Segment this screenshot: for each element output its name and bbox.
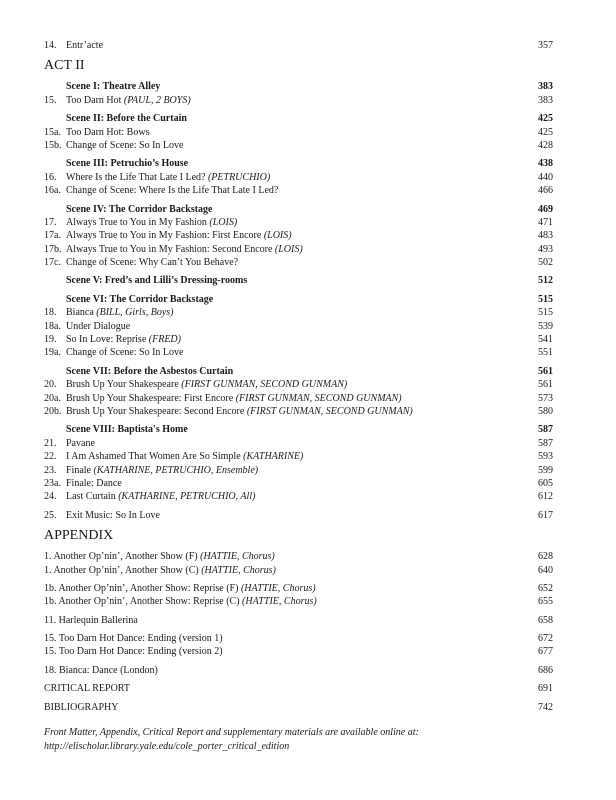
toc-entry xyxy=(44,171,553,184)
entry-title-text: Finale xyxy=(66,464,91,476)
entry-page-number: 593 xyxy=(538,451,553,463)
entry-title xyxy=(66,216,237,229)
entry-roles: (FRED) xyxy=(148,334,181,346)
entry-page-number: 541 xyxy=(538,334,553,346)
entry-title xyxy=(66,333,181,346)
scene-heading xyxy=(44,274,553,287)
scene-heading xyxy=(44,203,553,216)
scene-heading xyxy=(44,80,553,93)
entry-title-text: Bianca xyxy=(66,307,94,319)
entry-number: 17c. xyxy=(44,257,61,269)
note-url: http://elischolar.library.yale.edu/cole_porter_critical_edition xyxy=(44,741,290,753)
entry-page-number: 539 xyxy=(538,320,553,332)
entry-page-number: 652 xyxy=(538,582,553,594)
scene-heading xyxy=(44,112,553,125)
appendix-group xyxy=(44,582,553,609)
entry-number: 20a. xyxy=(44,392,61,404)
entry-title-text: Finale: Dance xyxy=(66,477,122,489)
toc-entry xyxy=(44,39,553,52)
entry-title-text: Scene II: Before the Curtain xyxy=(66,113,187,125)
entry-title-text: Scene IV: The Corridor Backstage xyxy=(66,203,213,215)
appendix-entry xyxy=(44,701,553,714)
entry-title xyxy=(44,614,138,627)
entry-page-number: 677 xyxy=(538,646,553,658)
appendix-group xyxy=(44,664,553,677)
entry-page-number: 580 xyxy=(538,405,553,417)
entry-page-number: 357 xyxy=(538,40,553,51)
toc-entry xyxy=(44,509,553,522)
toc-entry xyxy=(44,184,553,197)
entry-number: 17a. xyxy=(44,230,61,242)
entry-number: 15b. xyxy=(44,139,62,151)
entry-title-text: 1b. Another Op’nin’, Another Show: Reprise (C) xyxy=(44,596,240,608)
entry-title xyxy=(66,126,149,139)
entry-page-number: 551 xyxy=(538,347,553,359)
entry-roles: (HATTIE, Chorus) xyxy=(240,582,316,594)
toc-entry xyxy=(44,346,553,359)
scene-heading xyxy=(44,293,553,306)
entry-page-number: 438 xyxy=(538,158,553,170)
entry-page-number: 628 xyxy=(538,551,553,563)
entry-title-text: Change of Scene: So In Love xyxy=(66,139,184,151)
entry-roles: (KATHARINE, PETRUCHIO, All) xyxy=(118,491,256,503)
toc-entry xyxy=(44,450,553,463)
entry-number: 16a. xyxy=(44,185,61,197)
entry-page-number: 605 xyxy=(538,477,553,489)
entry-page-number: 383 xyxy=(538,94,553,106)
entry-page-number: 573 xyxy=(538,392,553,404)
entry-page-number: 658 xyxy=(538,614,553,626)
entry-page-number: 587 xyxy=(538,424,553,436)
entry-title-text: Always True to You in My Fashion: First Encore xyxy=(66,230,262,242)
entry-title xyxy=(44,645,223,658)
entry-title xyxy=(66,405,413,418)
entry-number: 18. xyxy=(44,307,57,319)
entry-title-text: Entr’acte xyxy=(66,40,104,51)
entry-title-text: Brush Up Your Shakespeare: Second Encore xyxy=(66,405,245,417)
entry-page-number: 471 xyxy=(538,216,553,228)
scene-group xyxy=(44,203,553,270)
toc-entry xyxy=(44,320,553,333)
entry-title xyxy=(66,184,278,197)
appendix-entry xyxy=(44,614,553,627)
scene-group xyxy=(44,293,553,360)
section-heading-appendix: APPENDIX xyxy=(44,528,114,544)
entry-title xyxy=(44,664,158,677)
entry-title xyxy=(66,80,160,93)
entry-title xyxy=(66,171,270,184)
toc-entry xyxy=(44,333,553,346)
scene-group xyxy=(44,157,553,197)
entry-number: 20. xyxy=(44,379,57,391)
toc-entry xyxy=(44,405,553,418)
entry-title-text: Last Curtain xyxy=(66,491,116,503)
entry-page-number: 587 xyxy=(538,437,553,449)
appendix-entry xyxy=(44,664,553,677)
toc-entry xyxy=(44,392,553,405)
entry-group xyxy=(44,39,553,52)
toc-entry xyxy=(44,139,553,152)
entry-page-number: 512 xyxy=(538,275,553,287)
scene-group xyxy=(44,274,553,287)
entry-roles: (LOIS) xyxy=(209,216,238,228)
entry-roles: (FIRST GUNMAN, SECOND GUNMAN) xyxy=(181,379,348,391)
entry-roles: (BILL, Girls, Boys) xyxy=(96,307,174,319)
entry-title-text: Scene I: Theatre Alley xyxy=(66,81,161,93)
entry-page-number: 483 xyxy=(538,230,553,242)
appendix-entry xyxy=(44,645,553,658)
entry-number: 21. xyxy=(44,437,57,449)
entry-number: 20b. xyxy=(44,405,62,417)
toc-entry xyxy=(44,306,553,319)
entry-page-number: 599 xyxy=(538,464,553,476)
toc-entry xyxy=(44,378,553,391)
entry-roles: (PAUL, 2 BOYS) xyxy=(123,94,191,106)
section-heading-act-ii: ACT II xyxy=(44,58,85,74)
entry-number: 15a. xyxy=(44,126,61,138)
entry-page-number: 742 xyxy=(538,701,553,713)
entry-roles: (FIRST GUNMAN, SECOND GUNMAN) xyxy=(246,405,413,417)
entry-title xyxy=(66,509,160,522)
entry-page-number: 640 xyxy=(538,564,553,576)
entry-title-text: Too Darn Hot: Bows xyxy=(66,126,150,138)
entry-title xyxy=(44,550,275,563)
entry-roles: (KATHARINE, PETRUCHIO, Ensemble) xyxy=(93,464,259,476)
toc-entry xyxy=(44,243,553,256)
scene-heading xyxy=(44,423,553,436)
entry-number: 16. xyxy=(44,171,57,183)
entry-title xyxy=(44,582,316,595)
appendix-entry xyxy=(44,595,553,608)
appendix-entry xyxy=(44,550,553,563)
entry-page-number: 383 xyxy=(538,81,553,93)
entry-number: 17b. xyxy=(44,243,62,255)
entry-title xyxy=(66,464,258,477)
toc-entry xyxy=(44,94,553,107)
entry-number: 18a. xyxy=(44,320,61,332)
entry-title-text: CRITICAL REPORT xyxy=(44,683,130,695)
toc-entry xyxy=(44,490,553,503)
toc-entry xyxy=(44,256,553,269)
entry-title-text: So In Love: Reprise xyxy=(66,334,147,346)
entry-page-number: 655 xyxy=(538,596,553,608)
scene-group xyxy=(44,365,553,419)
entry-page-number: 561 xyxy=(538,379,553,391)
entry-number: 23a. xyxy=(44,477,61,489)
entry-title xyxy=(66,392,402,405)
entry-title-text: Change of Scene: Where Is the Life That Late I Led? xyxy=(66,185,279,197)
entry-number: 22. xyxy=(44,451,57,463)
entry-roles: (HATTIE, Chorus) xyxy=(242,596,317,608)
entry-title-text: 11. Harlequin Ballerina xyxy=(44,614,138,626)
toc-entry xyxy=(44,477,553,490)
entry-title-text: I Am Ashamed That Women Are So Simple xyxy=(66,451,241,463)
entry-title xyxy=(66,256,238,269)
entry-page-number: 440 xyxy=(538,171,553,183)
entry-page-number: 425 xyxy=(538,113,553,125)
entry-title-text: Under Dialogue xyxy=(66,320,131,332)
appendix-group xyxy=(44,632,553,659)
entry-title-text: 15. Too Darn Hot Dance: Ending (version 2) xyxy=(44,646,223,658)
entry-page-number: 515 xyxy=(538,307,553,319)
entry-roles: (LOIS) xyxy=(274,243,303,255)
entry-title xyxy=(66,320,130,333)
entry-page-number: 686 xyxy=(538,664,553,676)
entry-title-text: Scene III: Petruchio’s House xyxy=(66,158,189,170)
entry-title xyxy=(44,682,130,695)
entry-title xyxy=(66,346,183,359)
entry-title-text: Brush Up Your Shakespeare xyxy=(66,379,179,391)
entry-page-number: 469 xyxy=(538,203,553,215)
entry-title-text: Brush Up Your Shakespeare: First Encore xyxy=(66,392,234,404)
entry-page-number: 691 xyxy=(538,683,553,695)
entry-page-number: 493 xyxy=(538,243,553,255)
appendix-group xyxy=(44,614,553,627)
entry-page-number: 617 xyxy=(538,509,553,521)
entry-page-number: 425 xyxy=(538,126,553,138)
table-of-contents xyxy=(44,39,553,754)
entry-roles: (FIRST GUNMAN, SECOND GUNMAN) xyxy=(235,392,402,404)
scene-group xyxy=(44,80,553,107)
scene-group xyxy=(44,112,553,152)
entry-title xyxy=(66,157,188,170)
entry-title xyxy=(44,564,276,577)
appendix-entry xyxy=(44,564,553,577)
entry-number: 23. xyxy=(44,464,57,476)
toc-entry xyxy=(44,229,553,242)
entry-title xyxy=(66,274,247,287)
entry-roles: (HATTIE, Chorus) xyxy=(201,564,276,576)
toc-entry xyxy=(44,216,553,229)
entry-title xyxy=(44,701,118,714)
entry-roles: (KATHARINE) xyxy=(243,451,304,463)
entry-title xyxy=(66,477,122,490)
entry-page-number: 428 xyxy=(538,139,553,151)
toc-entry xyxy=(44,126,553,139)
entry-page-number: 515 xyxy=(538,293,553,305)
entry-title-text: Scene VIII: Baptista's Home xyxy=(66,424,188,436)
toc-entry xyxy=(44,464,553,477)
entry-title xyxy=(44,632,223,645)
entry-title xyxy=(66,229,292,242)
entry-number: 15. xyxy=(44,94,57,106)
entry-number: 19a. xyxy=(44,347,61,359)
toc-entry xyxy=(44,437,553,450)
entry-title xyxy=(44,595,317,608)
entry-title-text: Change of Scene: Why Can’t You Behave? xyxy=(66,257,239,269)
entry-title-text: Always True to You in My Fashion: Second Encore xyxy=(66,243,273,255)
entry-title-text: Scene VII: Before the Asbestos Curtain xyxy=(66,365,234,377)
appendix-group xyxy=(44,701,553,714)
entry-roles: (LOIS) xyxy=(263,230,292,242)
appendix-entry xyxy=(44,682,553,695)
entry-title xyxy=(66,203,212,216)
entry-title xyxy=(66,243,303,256)
scene-group xyxy=(44,423,553,503)
entry-title-text: 1. Another Op’nin’, Another Show (F) xyxy=(44,551,198,563)
appendix-group xyxy=(44,550,553,577)
entry-title xyxy=(66,437,95,450)
entry-title-text: Where Is the Life That Late I Led? xyxy=(66,171,206,183)
entry-group xyxy=(44,509,553,522)
entry-title xyxy=(66,112,187,125)
entry-title-text: 1b. Another Op’nin’, Another Show: Reprise (F) xyxy=(44,582,239,594)
entry-number: 17. xyxy=(44,216,57,228)
entry-title-text: 18. Bianca: Dance (London) xyxy=(44,664,158,676)
entry-title xyxy=(66,450,303,463)
entry-title xyxy=(66,293,213,306)
note-text: Front Matter, Appendix, Critical Report and supplementary materials are available online at: xyxy=(44,727,419,739)
entry-roles: (HATTIE, Chorus) xyxy=(200,551,275,563)
entry-title xyxy=(66,378,347,391)
entry-title-text: Scene V: Fred’s and Lilli’s Dressing-rooms xyxy=(66,275,248,287)
entry-title-text: 1. Another Op’nin’, Another Show (C) xyxy=(44,564,199,576)
entry-number: 14. xyxy=(44,40,57,51)
online-materials-note xyxy=(44,726,553,754)
entry-title-text: Exit Music: So In Love xyxy=(66,509,160,521)
entry-page-number: 466 xyxy=(538,185,553,197)
entry-page-number: 612 xyxy=(538,491,553,503)
entry-title xyxy=(66,306,174,319)
entry-title xyxy=(66,139,183,152)
entry-title xyxy=(66,39,103,52)
appendix-entry xyxy=(44,632,553,645)
entry-roles: (PETRUCHIO) xyxy=(207,171,271,183)
entry-title xyxy=(66,365,233,378)
scene-heading xyxy=(44,365,553,378)
entry-title-text: BIBLIOGRAPHY xyxy=(44,701,119,713)
entry-title xyxy=(66,423,188,436)
entry-title xyxy=(66,490,255,503)
appendix-group xyxy=(44,682,553,695)
entry-title-text: Always True to You in My Fashion xyxy=(66,216,207,228)
entry-number: 24. xyxy=(44,491,57,503)
entry-title-text: Too Darn Hot xyxy=(66,94,122,106)
entry-page-number: 672 xyxy=(538,633,553,645)
entry-page-number: 561 xyxy=(538,365,553,377)
entry-title-text: Scene VI: The Corridor Backstage xyxy=(66,293,214,305)
scene-heading xyxy=(44,157,553,170)
entry-number: 25. xyxy=(44,509,57,521)
entry-page-number: 502 xyxy=(538,257,553,269)
entry-title-text: 15. Too Darn Hot Dance: Ending (version 1) xyxy=(44,633,223,645)
entry-title xyxy=(66,94,191,107)
entry-title-text: Change of Scene: So In Love xyxy=(66,347,184,359)
entry-title-text: Pavane xyxy=(66,437,95,449)
entry-number: 19. xyxy=(44,334,57,346)
appendix-entry xyxy=(44,582,553,595)
